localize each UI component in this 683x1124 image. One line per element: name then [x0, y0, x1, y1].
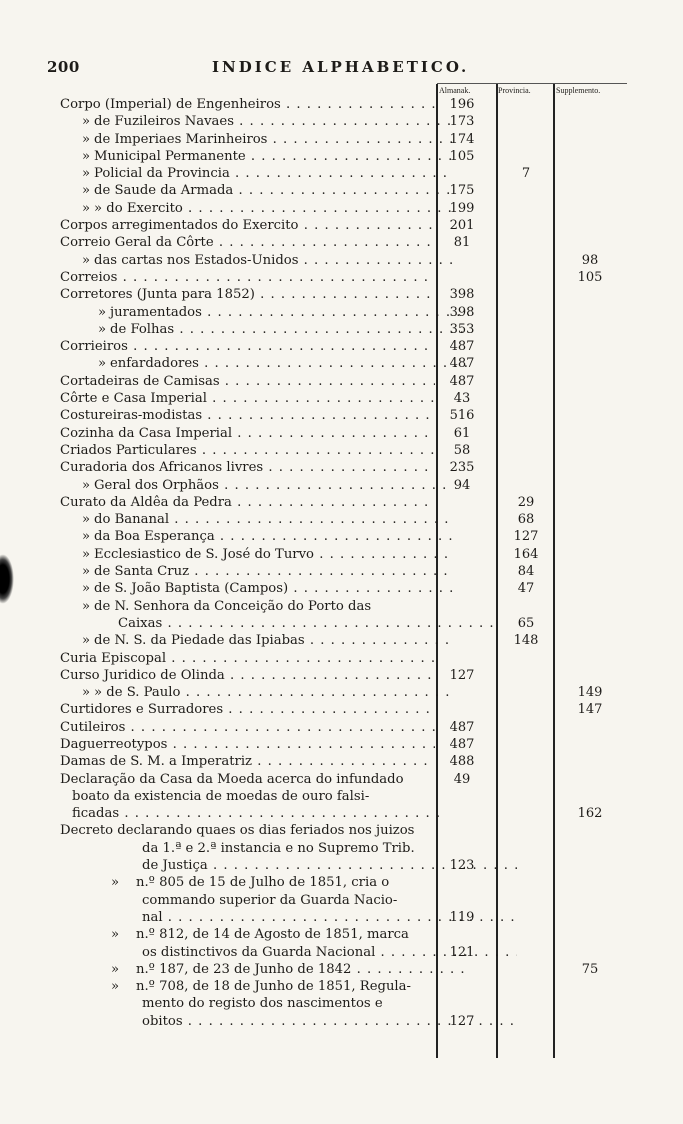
- index-entry: [0, 995, 683, 1012]
- page-ref-almanak: 58: [453, 442, 471, 458]
- entry-label: [60, 805, 447, 822]
- page-ref-almanak: 488: [449, 754, 475, 770]
- entry-label: [60, 390, 435, 407]
- entry-text: de N. S. da Piedade das Ipiabas: [94, 633, 305, 649]
- entry-text: Municipal Permanente: [94, 148, 246, 164]
- entry-text: Curtidores e Surradores: [60, 702, 224, 718]
- entry-text: n.º 187, de 23 de Junho de 1842: [136, 961, 352, 977]
- index-entry: [0, 131, 683, 148]
- ditto-mark: »: [81, 183, 91, 199]
- entry-label: [60, 926, 469, 943]
- ditto-mark: »: [110, 927, 120, 943]
- page-ref-almanak: 235: [449, 460, 475, 476]
- entry-text: Correio Geral da Côrte: [60, 235, 214, 251]
- entry-text: » de S. Paulo: [94, 685, 181, 701]
- entry-label: [60, 615, 493, 632]
- page-ref-almanak: 81: [453, 235, 471, 251]
- entry-text: n.º 805 de 15 de Julho de 1851, cria o: [136, 875, 390, 891]
- index-list: [0, 96, 683, 1030]
- entry-text: ficadas: [72, 806, 120, 822]
- index-entry: [0, 788, 683, 805]
- column-header-rule: [437, 83, 627, 84]
- entry-label: [60, 788, 447, 805]
- index-entry: [0, 546, 683, 563]
- index-entry: [0, 926, 683, 943]
- index-entry: [0, 304, 683, 321]
- index-entry: [0, 390, 683, 407]
- entry-text: de Santa Cruz: [94, 564, 190, 580]
- entry-label: [60, 598, 453, 615]
- entry-text: Côrte e Casa Imperial: [60, 391, 207, 407]
- page-ref-almanak: 516: [449, 408, 475, 424]
- entry-text: Cutileiros: [60, 719, 126, 735]
- entry-text: Ecclesiastico de S. José do Turvo: [94, 546, 315, 562]
- entry-label: [60, 131, 453, 148]
- entry-label: [60, 442, 435, 459]
- page-ref-provincia: 47: [517, 581, 535, 597]
- ditto-mark: »: [97, 321, 107, 337]
- entry-text: da 1.ª e 2.ª instancia e no Supremo Trib.: [142, 840, 415, 856]
- page-ref-almanak: 49: [453, 771, 471, 787]
- entry-label: [60, 978, 469, 995]
- entry-text: enfardadores: [110, 356, 199, 372]
- page-ref-almanak: 196: [449, 97, 475, 112]
- entry-label: [60, 182, 453, 199]
- page-ref-almanak: 105: [449, 148, 475, 164]
- entry-text: Correios: [60, 269, 118, 285]
- page-ref-almanak: 353: [449, 321, 475, 337]
- index-entry: [0, 477, 683, 494]
- index-entry: [0, 182, 683, 199]
- page-ref-provincia: 65: [517, 615, 535, 631]
- entry-label: [60, 771, 435, 788]
- index-entry: [0, 234, 683, 251]
- ditto-mark: »: [81, 581, 91, 597]
- index-entry: [0, 650, 683, 667]
- index-entry: [0, 338, 683, 355]
- entry-text: juramentados: [110, 304, 202, 320]
- page-ref-supplemento: 98: [581, 252, 599, 268]
- entry-label: [60, 338, 435, 355]
- entry-label: [60, 494, 435, 511]
- entry-label: [60, 96, 435, 113]
- index-entry: [0, 459, 683, 476]
- index-entry: [0, 667, 683, 684]
- index-entry: [0, 944, 683, 961]
- entry-text: de Justiça: [142, 858, 208, 874]
- page-ref-almanak: 173: [449, 114, 475, 130]
- index-entry: [0, 632, 683, 649]
- entry-label: [60, 546, 453, 563]
- page-ref-provincia: 29: [517, 494, 535, 510]
- page-ref-almanak: 127: [449, 667, 475, 683]
- page-ref-almanak: 61: [453, 425, 471, 441]
- entry-text: da Boa Esperança: [94, 529, 215, 545]
- page-ref-almanak: 487: [449, 719, 475, 735]
- entry-label: [60, 407, 435, 424]
- page-header: [0, 58, 683, 78]
- index-entry: [0, 736, 683, 753]
- entry-label: [60, 528, 453, 545]
- entry-label: [60, 373, 435, 390]
- ditto-mark: »: [81, 477, 91, 493]
- index-entry: [0, 321, 683, 338]
- entry-label: [60, 355, 469, 372]
- entry-label: [60, 563, 453, 580]
- page-ref-supplemento: 105: [577, 269, 603, 285]
- entry-text: Declaração da Casa da Moeda acerca do infundado: [60, 771, 404, 787]
- entry-label: [60, 425, 435, 442]
- entry-text: Caixas: [118, 615, 163, 631]
- page-ref-almanak: 487: [449, 736, 475, 752]
- page-title: INDICE ALPHABETICO.: [212, 58, 470, 76]
- entry-label: [60, 459, 435, 476]
- entry-label: [60, 632, 453, 649]
- ditto-mark: »: [81, 685, 91, 701]
- entry-text: obitos: [142, 1013, 183, 1029]
- index-entry: [0, 874, 683, 891]
- index-entry: [0, 719, 683, 736]
- page-ref-almanak: 199: [449, 200, 475, 216]
- index-entry: [0, 96, 683, 113]
- index-entry: [0, 113, 683, 130]
- page-ref-provincia: 7: [521, 166, 531, 182]
- entry-text: de Fuzileiros Navaes: [94, 114, 234, 130]
- entry-text: Policial da Provincia: [94, 166, 230, 182]
- page-number: 200: [47, 58, 80, 76]
- page-ref-almanak: 487: [449, 373, 475, 389]
- page-ref-almanak: 201: [449, 218, 475, 234]
- column-header-almanak: Almanak.: [439, 86, 471, 95]
- entry-label: [60, 822, 435, 839]
- index-entry: [0, 805, 683, 822]
- page-ref-almanak: 127: [449, 1013, 475, 1029]
- page-ref-almanak: 119: [449, 909, 475, 925]
- entry-text: de S. João Baptista (Campos): [94, 581, 289, 597]
- page-ref-almanak: 94: [453, 477, 471, 493]
- entry-label: [60, 840, 517, 857]
- index-entry: [0, 165, 683, 182]
- entry-label: [60, 701, 435, 718]
- entry-text: n.º 708, de 18 de Junho de 1851, Regula-: [136, 979, 411, 995]
- entry-text: Cortadeiras de Camisas: [60, 373, 220, 389]
- entry-label: [60, 113, 453, 130]
- entry-label: [60, 667, 435, 684]
- index-entry: [0, 355, 683, 372]
- index-entry: [0, 840, 683, 857]
- entry-text: das cartas nos Estados-Unidos: [94, 252, 299, 268]
- entry-text: Corretores (Junta para 1852): [60, 287, 255, 303]
- ditto-mark: »: [81, 512, 91, 528]
- ditto-mark: »: [81, 148, 91, 164]
- page-ref-almanak: 487: [449, 339, 475, 355]
- entry-label: [60, 995, 517, 1012]
- index-entry: [0, 857, 683, 874]
- page-ref-almanak: 398: [449, 304, 475, 320]
- entry-label: [60, 874, 469, 891]
- index-entry: [0, 753, 683, 770]
- entry-label: [60, 753, 435, 770]
- ditto-mark: »: [81, 598, 91, 614]
- ditto-mark: »: [97, 304, 107, 320]
- entry-text: boato da existencia de moedas de ouro falsi-: [72, 788, 370, 804]
- index-entry: [0, 563, 683, 580]
- column-header-supplemento: Supplemento.: [556, 86, 601, 95]
- entry-text: » do Exercito: [94, 200, 183, 216]
- entry-text: Criados Particulares: [60, 442, 197, 458]
- entry-text: de Saude da Armada: [94, 183, 234, 199]
- entry-label: [60, 321, 469, 338]
- index-entry: [0, 269, 683, 286]
- ditto-mark: »: [110, 979, 120, 995]
- index-entry: [0, 684, 683, 701]
- index-entry: [0, 701, 683, 718]
- entry-label: [60, 719, 435, 736]
- entry-label: [60, 511, 453, 528]
- index-entry: [0, 407, 683, 424]
- page-ref-supplemento: 162: [577, 806, 603, 822]
- entry-text: do Bananal: [94, 512, 170, 528]
- entry-text: mento do registo dos nascimentos e: [142, 996, 383, 1012]
- entry-text: Curato da Aldêa da Pedra: [60, 494, 232, 510]
- entry-label: [60, 165, 453, 182]
- page-ref-almanak: 123: [449, 858, 475, 874]
- ditto-mark: »: [81, 633, 91, 649]
- index-entry: [0, 1013, 683, 1030]
- ditto-mark: »: [81, 546, 91, 562]
- ditto-mark: »: [97, 356, 107, 372]
- index-entry: [0, 200, 683, 217]
- entry-text: de Folhas: [110, 321, 175, 337]
- entry-text: Curso Juridico de Olinda: [60, 667, 225, 683]
- index-entry: [0, 892, 683, 909]
- entry-label: [60, 217, 435, 234]
- ditto-mark: »: [81, 564, 91, 580]
- entry-text: Cozinha da Casa Imperial: [60, 425, 233, 441]
- entry-label: [60, 580, 453, 597]
- entry-label: [60, 200, 453, 217]
- entry-text: Decreto declarando quaes os dias feriados nos juizos: [60, 823, 415, 839]
- entry-label: [60, 148, 453, 165]
- entry-label: [60, 304, 469, 321]
- page-ref-almanak: 175: [449, 183, 475, 199]
- page-ref-almanak: 121: [449, 944, 475, 960]
- page-ref-provincia: 164: [513, 546, 539, 562]
- index-entry: [0, 148, 683, 165]
- index-entry: [0, 978, 683, 995]
- entry-text: Damas de S. M. a Imperatriz: [60, 754, 252, 770]
- ditto-mark: »: [81, 252, 91, 268]
- index-entry: [0, 822, 683, 839]
- ditto-mark: »: [81, 529, 91, 545]
- index-entry: [0, 442, 683, 459]
- index-entry: [0, 425, 683, 442]
- page-ref-supplemento: 147: [577, 702, 603, 718]
- index-entry: [0, 252, 683, 269]
- index-entry: [0, 511, 683, 528]
- entry-text: de N. Senhora da Conceição do Porto das: [94, 598, 372, 614]
- entry-text: os distinctivos da Guarda Nacional: [142, 944, 376, 960]
- entry-text: Corpos arregimentados do Exercito: [60, 218, 299, 234]
- ditto-mark: »: [110, 961, 120, 977]
- index-entry: [0, 528, 683, 545]
- entry-text: Curia Episcopal: [60, 650, 167, 666]
- page-ref-provincia: 127: [513, 529, 539, 545]
- index-entry: [0, 286, 683, 303]
- page-ref-provincia: 84: [517, 564, 535, 580]
- page-ref-supplemento: 75: [581, 961, 599, 977]
- ditto-mark: »: [81, 114, 91, 130]
- entry-text: Curadoria dos Africanos livres: [60, 460, 264, 476]
- entry-label: [60, 286, 435, 303]
- page-ref-supplemento: 149: [577, 685, 603, 701]
- entry-text: Corrieiros: [60, 339, 128, 355]
- entry-label: [60, 892, 517, 909]
- entry-label: [60, 736, 435, 753]
- index-entry: [0, 373, 683, 390]
- page-ref-provincia: 148: [513, 633, 539, 649]
- entry-text: Costureiras-modistas: [60, 408, 203, 424]
- page-ref-almanak: 398: [449, 287, 475, 303]
- entry-label: [60, 650, 435, 667]
- index-entry: [0, 580, 683, 597]
- ditto-mark: »: [81, 166, 91, 182]
- column-header-provincia: Provincia.: [498, 86, 531, 95]
- ditto-mark: »: [81, 131, 91, 147]
- index-entry: [0, 494, 683, 511]
- index-entry: [0, 615, 683, 632]
- entry-text: de Imperiaes Marinheiros: [94, 131, 268, 147]
- entry-text: n.º 812, de 14 de Agosto de 1851, marca: [136, 927, 409, 943]
- entry-text: Daguerreotypos: [60, 736, 168, 752]
- index-entry: [0, 961, 683, 978]
- page-ref-almanak: 43: [453, 391, 471, 407]
- index-entry: [0, 217, 683, 234]
- index-entry: [0, 909, 683, 926]
- entry-label: [60, 269, 435, 286]
- entry-label: [60, 684, 453, 701]
- entry-label: [60, 961, 469, 978]
- entry-label: [60, 477, 453, 494]
- index-entry: [0, 771, 683, 788]
- page-ref-almanak: 487: [449, 356, 475, 372]
- entry-label: [60, 234, 435, 251]
- entry-text: Geral dos Orphãos: [94, 477, 219, 493]
- page-ref-almanak: 174: [449, 131, 475, 147]
- ditto-mark: »: [81, 200, 91, 216]
- index-entry: [0, 598, 683, 615]
- entry-label: [60, 252, 453, 269]
- entry-text: nal: [142, 909, 163, 925]
- page-ref-provincia: 68: [517, 512, 535, 528]
- entry-text: commando superior da Guarda Nacio-: [142, 892, 398, 908]
- entry-text: Corpo (Imperial) de Engenheiros: [60, 97, 281, 112]
- ditto-mark: »: [110, 875, 120, 891]
